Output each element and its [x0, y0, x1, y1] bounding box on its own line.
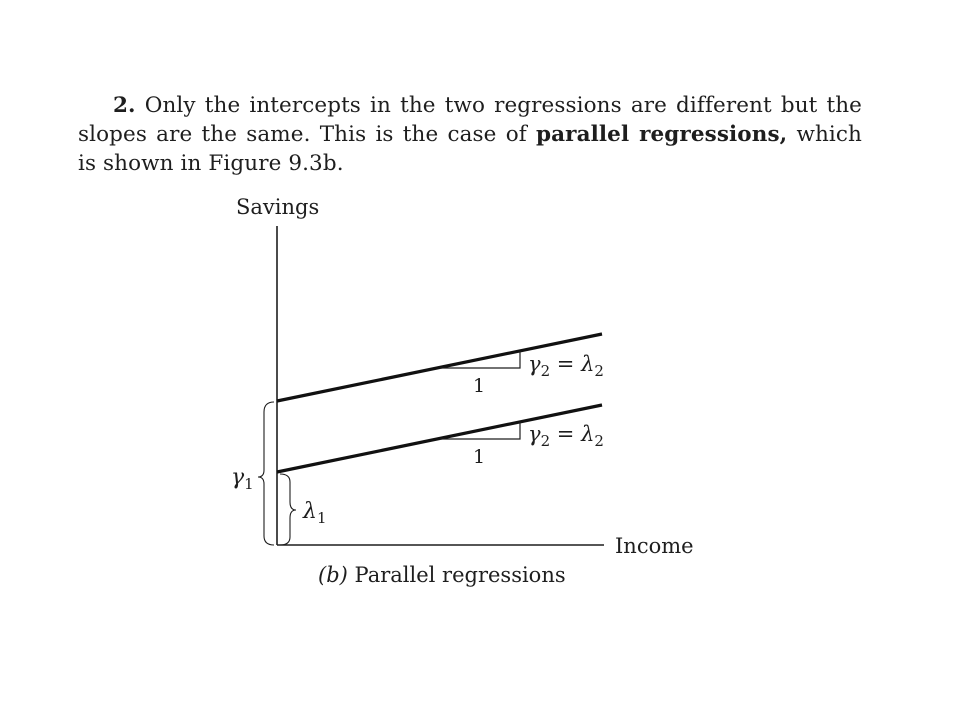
- paragraph-text-before: Only the intercepts in the two regressions are different but the slopes are the same. This is the case of: [78, 93, 862, 147]
- x-axis-label: Income: [615, 534, 694, 558]
- lambda1-label: $\lambda_1$: [303, 499, 327, 527]
- lambda1-brace: [280, 474, 296, 545]
- lower-slope-label: $\gamma_2 = \lambda_2$: [528, 422, 604, 450]
- paragraph-text-after: which is shown in Figure 9.3b.: [78, 122, 862, 176]
- upper-slope-label: $\gamma_2 = \lambda_2$: [528, 352, 604, 380]
- gamma1-brace: [258, 402, 274, 545]
- gamma1-label: $\gamma_1$: [231, 465, 254, 493]
- caption-letter: (b): [318, 563, 348, 587]
- figure-caption: [318, 563, 566, 587]
- upper-slope-run-label: 1: [473, 375, 486, 397]
- caption-text: Parallel regressions: [347, 563, 566, 587]
- lower-slope-run-label: 1: [473, 446, 486, 468]
- bold-term: parallel regressions,: [536, 122, 788, 147]
- y-axis-label: Savings: [236, 195, 320, 219]
- item-number: 2.: [113, 93, 136, 118]
